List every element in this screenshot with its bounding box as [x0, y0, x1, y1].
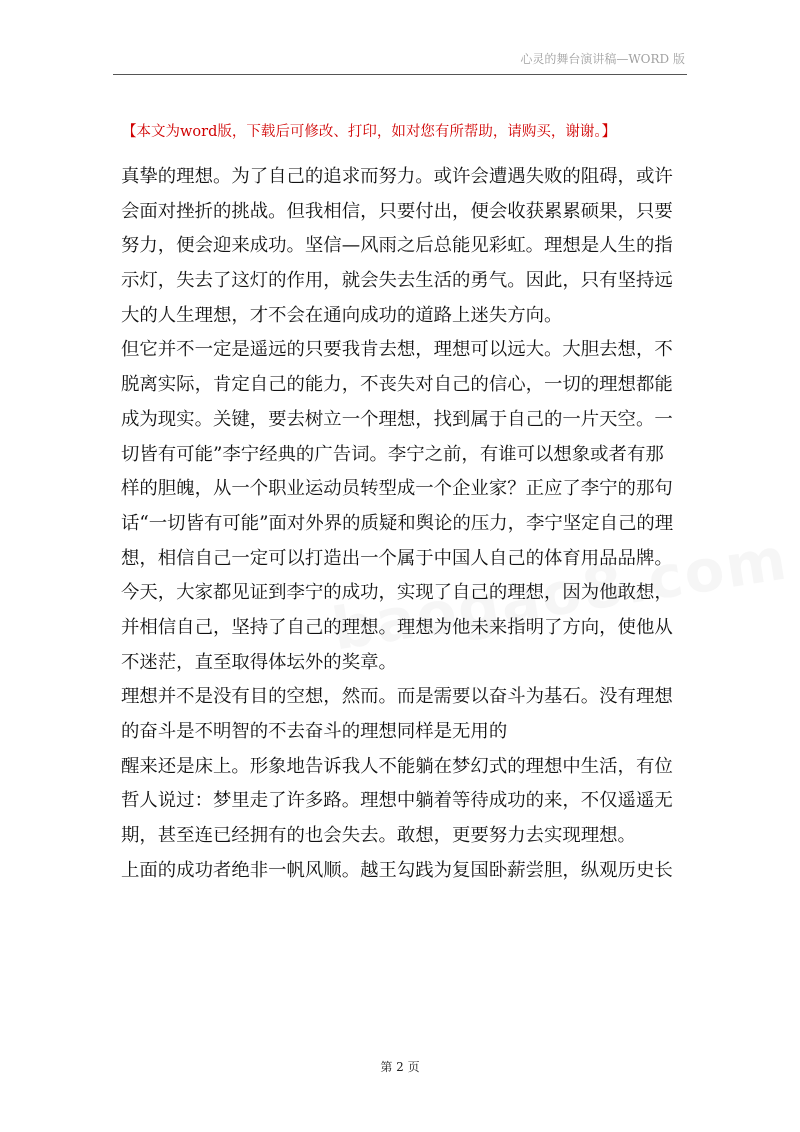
header-divider	[113, 74, 687, 75]
text-line: 样的胆魄，从一个职业运动员转型成一个企业家？正应了李宁的那句	[121, 478, 673, 500]
text-line: 期，甚至连已经拥有的也会失去。敢想，更要努力去实现理想。	[121, 825, 636, 847]
text-line: 脱离实际，肯定自己的能力，不丧失对自己的信心，一切的理想都能	[121, 374, 673, 396]
text-line: 成为现实。关键，要去树立一个理想，找到属于自己的一片天空。一	[121, 408, 673, 430]
download-notice: 【本文为word版，下载后可修改、打印，如对您有所帮助，请购买，谢谢。】	[122, 124, 617, 140]
text-line: 真挚的理想。为了自己的追求而努力。或许会遭遇失败的阻碍，或许	[121, 166, 673, 187]
text-line: 努力，便会迎来成功。坚信—风雨之后总能见彩虹。理想是人生的指	[121, 235, 673, 257]
text-line: 大的人生理想，才不会在通向成功的道路上迷失方向。	[121, 304, 563, 326]
text-line: 话“一切皆有可能”面对外界的质疑和舆论的压力，李宁坚定自己的理	[121, 512, 674, 534]
text-line: 并相信自己，坚持了自己的理想。理想为他未来指明了方向，使他从	[121, 616, 673, 638]
header-title: 心灵的舞台演讲稿—WORD 版	[520, 52, 685, 66]
text-line: 上面的成功者绝非一帆风顺。越王勾践为复国卧薪尝胆，纵观历史长	[121, 859, 673, 881]
text-line: 会面对挫折的挑战。但我相信，只要付出，便会收获累累硕果，只要	[121, 200, 673, 222]
text-line: 今天，大家都见证到李宁的成功，实现了自己的理想，因为他敢想，	[121, 582, 673, 604]
text-line: 不迷茫，直至取得体坛外的奖章。	[121, 651, 397, 673]
text-line: 醒来还是床上。形象地告诉我人不能躺在梦幻式的理想中生活，有位	[121, 755, 673, 777]
text-line: 哲人说过：梦里走了许多路。理想中躺着等待成功的来，不仅遥遥无	[121, 790, 673, 812]
page-number: 第 2 页	[380, 1060, 420, 1074]
text-line: 想，相信自己一定可以打造出一个属于中国人自己的体育用品品牌。	[121, 547, 673, 569]
text-line: 理想并不是没有目的空想，然而。而是需要以奋斗为基石。没有理想	[121, 686, 673, 708]
text-line: 切皆有可能”李宁经典的广告词。李宁之前，有谁可以想象或者有那	[121, 443, 664, 465]
text-line: 但它并不一定是遥远的只要我肯去想，理想可以远大。大胆去想，不	[121, 339, 673, 361]
text-line: 示灯，失去了这灯的作用，就会失去生活的勇气。因此，只有坚持远	[121, 270, 673, 292]
text-line: 的奋斗是不明智的不去奋斗的理想同样是无用的	[121, 721, 508, 742]
body-text	[121, 160, 687, 888]
